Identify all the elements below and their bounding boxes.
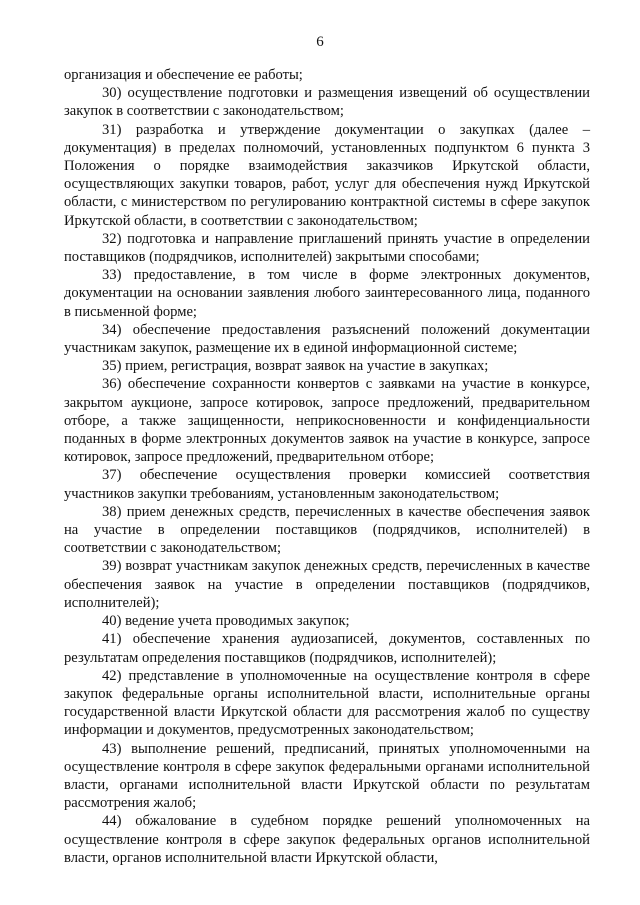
paragraph-item-41: 41) обеспечение хранения аудиозаписей, документов, составленных по результатам определения поставщиков (подрядчиков, исполнителей); — [64, 631, 590, 666]
paragraph-item-42: 42) представление в уполномоченные на осуществление контроля в сфере закупок федеральные органы исполнительной власти, исполнительные органы государственной власти Иркутской области для рассмотрения жалоб по существу информации и документов, предусмотренных законодательством; — [64, 667, 590, 739]
paragraph-item-31: 31) разработка и утверждение документации о закупках (далее – документация) в пределах полномочий, установленных подпунктом 6 пункта 3 Положения о порядке взаимодействия заказчиков Иркутской области, осуществляющих закупки товаров, работ, услуг для обеспечения нужд Иркутской области, с министерством по регулированию контрактной системы в сфере закупок Иркутской области, в соответствии с законодательством; — [64, 121, 590, 229]
paragraph-item-35: 35) прием, регистрация, возврат заявок на участие в закупках; — [102, 358, 489, 375]
paragraph-item-36: 36) обеспечение сохранности конвертов с заявками на участие в конкурсе, закрытом аукционе, запросе котировок, запросе предложений, предварительном отборе, а также защищенности, неприкосновенности и конфиденциальности поданных в форме электронных документов заявок на участие в конкурсе, запросе котировок, запросе предложений, предварительном отборе; — [64, 376, 590, 466]
paragraph-item-32: 32) подготовка и направление приглашений принять участие в определении поставщиков (подрядчиков, исполнителей) закрытыми способами; — [64, 230, 590, 266]
document-body — [64, 66, 590, 867]
paragraph-item-37: 37) обеспечение осуществления проверки комиссией соответствия участников закупки требованиям, установленным законодательством; — [64, 467, 590, 502]
paragraph-item-39: 39) возврат участникам закупок денежных средств, перечисленных в качестве обеспечения заявок на участие в определении поставщиков (подрядчиков, исполнителей); — [64, 558, 590, 611]
paragraph-item-30: 30) осуществление подготовки и размещения извещений об осуществлении закупок в соответствии с законодательством; — [64, 85, 590, 120]
paragraph-item-43: 43) выполнение решений, предписаний, принятых уполномоченными на осуществление контроля в сфере закупок федеральными органами исполнительной власти, органами исполнительной власти Иркутской области по результатам рассмотрения жалоб; — [64, 740, 590, 812]
paragraph-item-38: 38) прием денежных средств, перечисленных в качестве обеспечения заявок на участие в определении поставщиков (подрядчиков, исполнителей) в соответствии с законодательством; — [64, 503, 590, 557]
paragraph-item-34: 34) обеспечение предоставления разъяснений положений документации участникам закупок, размещение их в единой информационной системе; — [64, 321, 590, 357]
paragraph-item-44: 44) обжалование в судебном порядке решений уполномоченных на осуществление контроля в сфере закупок федеральных органов исполнительной власти, органов исполнительной власти Иркутской области, — [64, 813, 590, 866]
paragraph-item-33: 33) предоставление, в том числе в форме электронных документов, документации на основании заявления любого заинтересованного лица, поданного в письменной форме; — [64, 267, 590, 320]
paragraph-continuation: организация и обеспечение ее работы; — [64, 67, 303, 83]
page-number: 6 — [316, 34, 324, 50]
paragraph-item-40: 40) ведение учета проводимых закупок; — [102, 613, 350, 630]
